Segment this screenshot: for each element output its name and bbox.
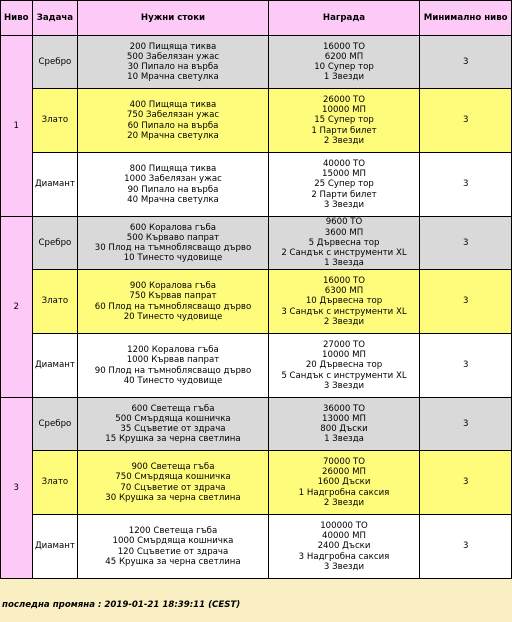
table-row [1,89,511,152]
reward [269,515,420,578]
reward-line: 2 Звезди [323,497,365,508]
reward [269,334,420,397]
header-goods: Нужни стоки [78,1,267,35]
reward-line: 3 Звезди [323,199,365,210]
goods-line: 20 Мрачна светулка [127,130,219,141]
goods-line: 500 Смърдяща кошничка [115,413,231,424]
task-tier: Диамант [33,515,78,578]
reward-line: 40000 МП [322,531,366,542]
required-goods [78,334,267,397]
required-goods [78,217,267,269]
goods-line: 40 Мрачна светулка [127,194,219,205]
goods-line: 60 Пипало на върба [127,120,219,131]
goods-line: 750 Кървав папрат [129,291,217,302]
task-tier: Сребро [33,36,78,88]
reward-line: 3 Надгробна саксия [298,551,390,562]
table-body [1,36,511,578]
reward-line: 800 Дъски [320,424,368,434]
goods-line: 30 Пипало на върба [127,62,219,72]
goods-line: 200 Пищяща тиква [129,41,217,52]
header-reward: Награда [269,1,420,35]
goods-line: 10 Тинесто чудовище [123,253,223,264]
reward-line: 40000 ТО [322,158,366,169]
reward [269,398,420,450]
goods-line: 15 Крушка за черна светлина [105,434,241,445]
goods-line: 800 Пищяща тиква [129,164,217,175]
goods-line: 400 Пищяща тиква [129,100,217,111]
reward-line: 2400 Дъски [317,541,371,552]
reward-line: 2 Звезди [323,135,365,146]
task-tier: Диамант [33,334,78,397]
reward-line: 3 Звезди [323,561,365,572]
reward-line: 10 Дървесна тор [305,296,383,307]
goods-line: 500 Кърваво папрат [126,232,220,243]
reward-line: 5 Дървесна тор [308,237,380,248]
task-tier: Сребро [33,217,78,269]
goods-line: 1200 Коралова гъба [127,345,219,356]
goods-line: 40 Тинесто чудовище [123,375,223,386]
required-goods [78,153,267,216]
required-goods [78,36,267,88]
goods-line: 900 Светеща гъба [131,462,215,473]
reward-line: 1 Парти билет [311,125,377,136]
reward-line: 27000 ТО [322,339,366,350]
last-modified-note: последна промяна : 2019-01-21 18:39:11 (CEST) [2,600,241,610]
reward-line: 10000 МП [322,105,366,116]
goods-line: 1000 Смърдяща кошничка [112,536,234,547]
minimum-level: 3 [420,89,511,152]
reward-line: 2 Сандък с инструменти XL [281,248,407,259]
goods-line: 600 Светеща гъба [131,403,215,414]
goods-line: 90 Пипало на върба [127,184,219,195]
goods-line: 90 Плод на тъмноблясващо дърво [94,365,252,376]
goods-line: 500 Забелязан ужас [126,51,220,62]
reward-line: 36000 ТО [322,403,366,414]
goods-line: 900 Коралова гъба [129,281,217,292]
table-row [1,334,511,397]
table-row [1,36,511,88]
goods-line: 1000 Забелязан ужас [124,174,222,185]
level-number: 2 [1,217,32,397]
required-goods [78,398,267,450]
goods-line: 750 Смърдяща кошничка [115,472,231,483]
goods-line: 750 Забелязан ужас [126,110,220,121]
required-goods [78,515,267,578]
header-min-level: Минимално ниво [420,1,511,35]
reward-line: 3600 МП [324,227,364,238]
reward-line: 1 Звезди [323,72,365,83]
table-row [1,153,511,216]
reward-line: 15000 МП [322,169,366,180]
goods-line: 120 Сцъветие от здрача [117,546,229,557]
goods-line: 20 Тинесто чудовище [123,311,223,322]
minimum-level: 3 [420,398,511,450]
reward-line: 100000 ТО [320,520,368,531]
table-row [1,451,511,514]
reward-line: 10 Супер тор [314,62,374,72]
reward [269,36,420,88]
goods-line: 45 Крушка за черна светлина [105,556,241,567]
goods-line: 1000 Кървав папрат [126,355,220,366]
reward-line: 26000 МП [322,467,366,478]
level-number: 1 [1,36,32,216]
header-level: Ниво [1,1,32,35]
table-row [1,398,511,450]
reward-line: 1 Звезда [324,434,364,445]
reward-line: 1 Звезда [324,258,364,269]
reward-line: 6300 МП [324,286,364,297]
reward [269,89,420,152]
reward [269,451,420,514]
reward-line: 2 Парти билет [311,189,377,200]
required-goods [78,89,267,152]
reward-line: 25 Супер тор [314,179,374,190]
minimum-level: 3 [420,334,511,397]
table-row [1,270,511,333]
reward-line: 16000 ТО [322,275,366,286]
required-goods [78,451,267,514]
reward-line: 3 Сандък с инструменти XL [281,306,407,317]
reward-line: 10000 МП [322,350,366,361]
reward-line: 20 Дървесна тор [305,360,383,371]
reward [269,217,420,269]
goods-line: 30 Плод на тъмноблясващо дърво [94,243,252,253]
reward-line: 15 Супер тор [314,115,374,126]
reward-line: 26000 ТО [322,94,366,105]
header-task: Задача [33,1,78,35]
required-goods [78,270,267,333]
minimum-level: 3 [420,270,511,333]
table-row [1,217,511,269]
header-row [1,1,511,35]
reward-line: 1 Надгробна саксия [298,487,390,498]
reward [269,153,420,216]
goods-line: 70 Сцъветие от здрача [120,482,226,493]
level-number: 3 [1,398,32,578]
reward-line: 6200 МП [324,51,364,62]
minimum-level: 3 [420,36,511,88]
reward-line: 3 Звезди [323,380,365,391]
reward-line: 1600 Дъски [317,477,371,488]
task-tier: Диамант [33,153,78,216]
reward-line: 9600 ТО [325,217,363,228]
task-tier: Злато [33,89,78,152]
reward-line: 70000 ТО [322,456,366,467]
reward-line: 13000 МП [322,413,366,424]
reward-line: 5 Сандък с инструменти XL [281,370,407,381]
minimum-level: 3 [420,217,511,269]
minimum-level: 3 [420,153,511,216]
reward-line: 16000 ТО [322,41,366,52]
goods-line: 600 Коралова гъба [129,222,217,233]
goods-line: 30 Крушка за черна светлина [105,492,241,503]
reward-line: 2 Звезди [323,316,365,327]
task-tier: Злато [33,451,78,514]
goods-line: 1200 Светеща гъба [128,526,218,537]
minimum-level: 3 [420,515,511,578]
minimum-level: 3 [420,451,511,514]
goods-line: 10 Мрачна светулка [127,72,219,83]
task-tier: Злато [33,270,78,333]
task-tier: Сребро [33,398,78,450]
table-row [1,515,511,578]
reward [269,270,420,333]
goods-line: 35 Сцъветие от здрача [120,424,226,434]
goods-line: 60 Плод на тъмноблясващо дърво [94,301,252,312]
